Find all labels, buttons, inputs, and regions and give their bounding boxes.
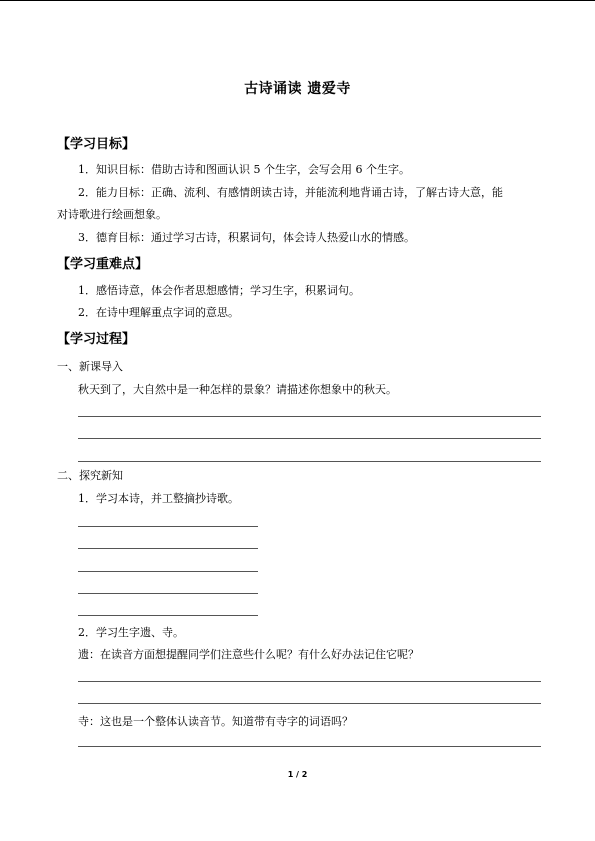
part1-prompt: 秋天到了，大自然中是一种怎样的景象？请描述你想象中的秋天。 <box>78 383 397 396</box>
copy-poem-line[interactable] <box>78 571 258 572</box>
copy-poem-line[interactable] <box>78 526 258 527</box>
key-point-1: 1．感悟诗意，体会作者思想感情；学习生字，积累词句。 <box>78 284 360 297</box>
answer-line[interactable] <box>78 416 541 417</box>
answer-line[interactable] <box>78 438 541 439</box>
part2-q2: 2．学习生字遗、寺。 <box>78 626 184 639</box>
answer-line[interactable] <box>78 703 541 704</box>
goal-item-3: 3．德育目标：通过学习古诗，积累词句，体会诗人热爱山水的情感。 <box>78 231 415 244</box>
key-point-2: 2．在诗中理解重点字词的意思。 <box>78 306 239 319</box>
goal-item-1: 1．知识目标：借助古诗和图画认识 5 个生字，会写会用 6 个生字。 <box>78 163 410 176</box>
answer-line[interactable] <box>78 461 541 462</box>
part2-label: 二、探究新知 <box>57 469 123 482</box>
part2-q2b: 寺：这也是一个整体认读音节。知道带有寺字的词语吗？ <box>78 715 353 728</box>
part2-q1: 1．学习本诗，并工整摘抄诗歌。 <box>78 492 239 505</box>
process-heading: 【学习过程】 <box>57 332 136 347</box>
goal-item-2-cont: 对诗歌进行绘画想象。 <box>57 208 167 221</box>
answer-line[interactable] <box>78 746 541 747</box>
copy-poem-line[interactable] <box>78 548 258 549</box>
goals-heading: 【学习目标】 <box>57 137 136 152</box>
answer-line[interactable] <box>78 681 541 682</box>
top-border-rule <box>0 0 595 1</box>
part2-q2a: 遗：在读音方面想提醒同学们注意些什么呢？有什么好办法记住它呢？ <box>78 648 419 661</box>
copy-poem-line[interactable] <box>78 615 258 616</box>
goal-item-2: 2．能力目标：正确、流利、有感情朗读古诗，并能流利地背诵古诗，了解古诗大意，能 <box>78 186 503 199</box>
page-number: 1 / 2 <box>287 770 308 779</box>
part1-label: 一、新课导入 <box>57 360 123 373</box>
key-points-heading: 【学习重难点】 <box>57 257 149 272</box>
copy-poem-line[interactable] <box>78 593 258 594</box>
page-title: 古诗诵读 遗爱寺 <box>244 81 351 97</box>
